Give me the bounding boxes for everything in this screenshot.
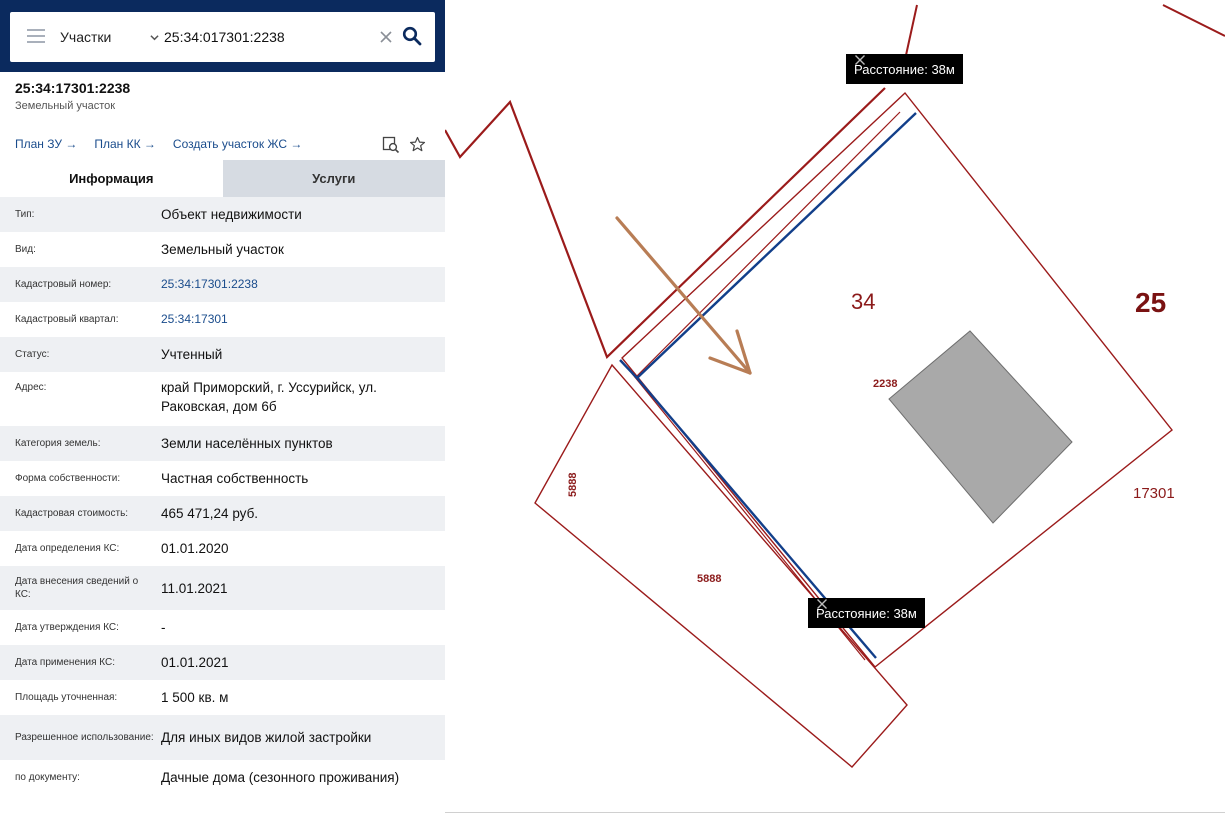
tab-information[interactable]: Информация	[0, 160, 223, 197]
plan-kk-link[interactable]: План КК →	[94, 137, 156, 151]
cadastral-number-link[interactable]: 25:34:17301:2238	[161, 277, 258, 291]
attribute-row	[0, 372, 445, 426]
annotation-arrow	[617, 218, 750, 373]
attribute-label: Вид:	[15, 244, 36, 255]
object-type-subtitle: Земельный участок	[15, 100, 116, 112]
cadastral-quarter-link[interactable]: 25:34:17301	[161, 312, 228, 326]
map-canvas[interactable]	[445, 0, 1225, 815]
panel-tabs	[0, 160, 445, 197]
distance-tooltip	[808, 598, 925, 628]
quarter-code-label: 34	[851, 289, 876, 314]
attribute-row	[0, 680, 445, 715]
distance-tooltip	[846, 54, 963, 84]
attribute-row	[0, 760, 445, 795]
attribute-value: край Приморский, г. Уссурийск, ул. Раковская, дом 6б	[161, 380, 377, 414]
attribute-row	[0, 337, 445, 372]
distance-measure-line	[620, 113, 916, 378]
block-boundary-line	[445, 88, 885, 357]
action-links	[15, 137, 319, 153]
block-boundary-line	[1163, 5, 1225, 36]
star-icon[interactable]	[409, 136, 426, 153]
attribute-value: 465 471,24 руб.	[161, 506, 259, 521]
close-icon[interactable]	[378, 29, 394, 45]
attribute-value: Дачные дома (сезонного проживания)	[161, 770, 400, 785]
layer-select[interactable]	[54, 12, 159, 62]
create-parcel-link[interactable]: Создать участок ЖС →	[172, 137, 303, 151]
distance-tooltip-text: Расстояние: 38м	[854, 61, 955, 77]
attribute-row	[0, 610, 445, 645]
tab-services[interactable]: Услуги	[223, 160, 446, 197]
attribute-row	[0, 645, 445, 680]
attribute-value: Земельный участок	[161, 242, 284, 257]
attribute-label: Дата применения КС:	[15, 657, 116, 668]
attribute-row	[0, 531, 445, 566]
attribute-label: Кадастровая стоимость:	[15, 508, 129, 519]
zoom-to-object-icon[interactable]	[382, 136, 400, 154]
neighbor-parcel-label: 5888	[697, 573, 722, 585]
attribute-row	[0, 461, 445, 496]
object-number-title: 25:34:17301:2238	[15, 80, 131, 96]
attribute-value: 1 500 кв. м	[161, 690, 229, 705]
attribute-label: по документу:	[15, 772, 80, 783]
attribute-row	[0, 426, 445, 461]
map-bottom-border	[445, 812, 1225, 813]
attribute-label: Кадастровый номер:	[15, 279, 112, 290]
attribute-label: Форма собственности:	[15, 473, 121, 484]
attribute-value: Для иных видов жилой застройки	[161, 730, 372, 745]
menu-icon[interactable]	[27, 29, 45, 43]
attribute-row	[0, 715, 445, 760]
attribute-value: Объект недвижимости	[161, 207, 302, 222]
block-number-label: 17301	[1133, 485, 1175, 502]
attribute-row	[0, 566, 445, 610]
attribute-label: Дата определения КС:	[15, 543, 120, 554]
district-code-label: 25	[1135, 287, 1167, 318]
search-box	[10, 12, 435, 62]
attribute-value: 01.01.2021	[161, 655, 229, 670]
attribute-value: 11.01.2021	[161, 580, 228, 596]
attribute-value: Частная собственность	[161, 471, 309, 486]
attribute-table	[0, 197, 445, 795]
attribute-label: Дата утверждения КС:	[15, 622, 119, 633]
attribute-value: 01.01.2020	[161, 541, 229, 556]
layer-select-label: Участки	[60, 29, 112, 45]
attribute-row	[0, 302, 445, 337]
attribute-label: Кадастровый квартал:	[15, 314, 119, 325]
close-icon[interactable]	[854, 54, 866, 66]
attribute-label: Дата внесения сведений о КС:	[15, 576, 139, 600]
attribute-label: Категория земель:	[15, 438, 101, 449]
building-footprint	[889, 331, 1072, 523]
attribute-row	[0, 496, 445, 531]
search-input[interactable]	[164, 25, 364, 49]
chevron-down-icon	[150, 33, 159, 42]
attribute-label: Адрес:	[15, 382, 47, 393]
map-drawing	[445, 0, 1225, 815]
attribute-label: Тип:	[15, 209, 35, 220]
plan-zu-link[interactable]: План ЗУ →	[15, 137, 78, 151]
attribute-row	[0, 267, 445, 302]
info-panel	[0, 0, 445, 815]
attribute-row	[0, 232, 445, 267]
parcel-boundary-inner-line	[635, 112, 900, 378]
distance-tooltip-text: Расстояние: 38м	[816, 605, 917, 621]
parcel-number-label: 2238	[873, 378, 898, 390]
attribute-value: Земли населённых пунктов	[161, 436, 333, 451]
attribute-label: Разрешенное использование:	[15, 732, 154, 743]
attribute-value: -	[161, 620, 166, 635]
parcel-5888-boundary	[535, 365, 907, 767]
neighbor-parcel-vertical-label: 5888	[567, 472, 579, 497]
attribute-value: Учтенный	[161, 347, 223, 362]
attribute-label: Статус:	[15, 349, 50, 360]
search-icon[interactable]	[402, 26, 422, 46]
attribute-row	[0, 197, 445, 232]
attribute-label: Площадь уточненная:	[15, 692, 118, 703]
search-bar	[0, 0, 445, 72]
close-icon[interactable]	[816, 598, 828, 610]
